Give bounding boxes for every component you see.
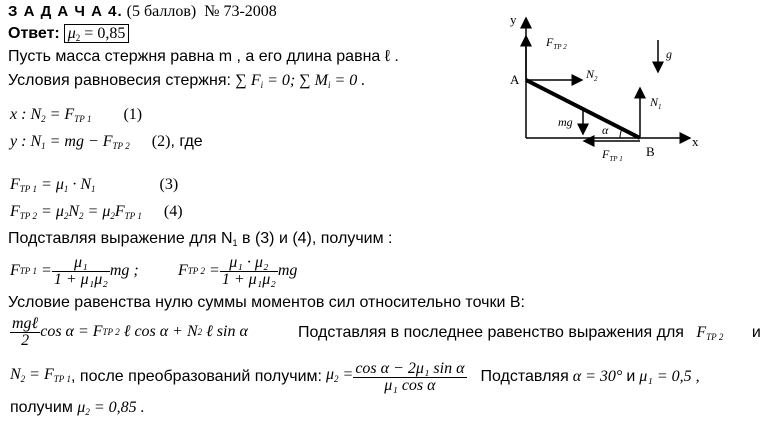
n1-label: $N_1$	[650, 95, 662, 111]
point-b: B	[646, 144, 655, 159]
alpha-label: α	[602, 123, 609, 137]
task-number: № 73-2008	[204, 3, 277, 20]
substitution-2: Подставляя в последнее равенство выражения для $F_{ТР 2}$ и	[298, 324, 761, 342]
substitution-text: Подставляя выражение для $N_1$ в (3) и (4), получим :	[8, 230, 393, 248]
moment-equation: $\frac{\text{mgℓ}}{2}$ cos α = F ТР 2 ℓ cos α + N 2 ℓ sin α	[12, 314, 248, 349]
task-points: (5 баллов)	[126, 3, 197, 20]
task-header	[8, 3, 277, 21]
equation-2: y : $N_1$ = mg − $F_{ТР 2}$ (2), где	[10, 133, 203, 151]
equation-4: $F_{ТР 2} = \mu_2N_2 = \mu_2F_{ТР 1}$ (4)	[10, 203, 183, 221]
moments-text: Условие равенства нулю суммы моментов сил относительно точки B:	[8, 294, 525, 311]
result-ftp2: F ТР 2 = $\frac{\text{μ₁ · μ₂}}{\text{1 + μ₁μ₂}}$ mg	[178, 253, 298, 288]
y-axis-label: y	[510, 12, 517, 27]
answer-box: $\mu_2 = 0,85$	[64, 24, 130, 43]
final-line: $N_2 = F_{ТР 1}$ , после преобразований получим: $\mu_2$ = $\frac{\text{cos α − 2μ₁ sin α}}{\text{μ₁ cos α}}$ Подставляя α = 30° и μ₁ = 0,5 ,	[10, 359, 700, 394]
angle-arc	[620, 129, 622, 138]
conclusion: получим $\mu_2 = 0,85$ .	[10, 399, 145, 417]
equation-1: x : $N_2 = F_{ТР 1}$ (1)	[10, 106, 143, 124]
point-a: A	[510, 72, 520, 87]
answer-label: Ответ:	[8, 25, 60, 42]
result-ftp1: F ТР 1 = $\frac{\text{μ₁}}{\text{1 + μ₁μ₂}}$ mg ;	[10, 253, 139, 288]
answer-line	[8, 25, 129, 47]
ftp1-label: $F_{ТР 1}$	[602, 147, 623, 163]
equilibrium-line: Условия равновесия стержня: ∑ $F_i = 0$; ∑ $M_i = 0$ .	[8, 72, 366, 90]
intro-text: Пусть масса стержня равна m , а его длина равна ℓ .	[8, 48, 399, 65]
equation-3: $F_{ТР 1} = \mu_1 \cdot N_1$ (3)	[10, 176, 179, 194]
n2-label: $N_2$	[586, 67, 598, 83]
ftp2-label: $F_{ТР 2}$	[546, 35, 567, 51]
force-diagram	[500, 8, 725, 168]
mg-label: mg	[558, 115, 573, 129]
x-axis-label: x	[692, 134, 699, 149]
gravity-label: g⃗	[666, 47, 682, 61]
task-title: З А Д А Ч А 4.	[8, 3, 123, 20]
